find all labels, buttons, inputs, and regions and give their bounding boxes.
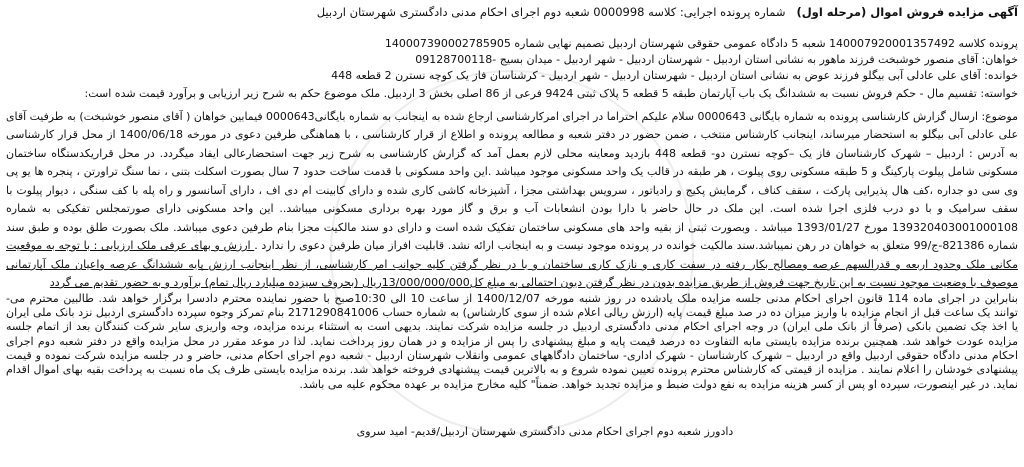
header-line: خواهان: آقای منصور خوشبخت فرزند ماهور به نشانی استان اردبیل - شهرستان اردبیل - شهر اردبیل - میدان بسیج -09128700118 [415,53,1018,66]
report-line: موضوع: ارسال گزارش کارشناسی پرونده به شماره بایگانی 0000643 سلام علیکم احتراما در اجرای امرکارشناسی ارجاع شده به اینجانب به شماره بایگانی0000643 فیمابین خواهان ( آقای منصور خوشبخت) به طرفیت آقای [6,110,1018,123]
header-line: خوانده: آقای علی عادلی آبی بیگلو فرزند عوض به نشانی استان اردبیل - شهرستان اردبیل - شهر اردبیل - کرشناسان فاز یک کوچه نسترن 2 قطعه 448 [331,69,1018,82]
valuation-line: موصوف با وضعیت موجود نسبت به این تاریخ جهت فروش از طریق مزایده بدون در نظر گرفتن دیون احتمالی به مبلغ کل13/000/000/000ریال (بحروف سیزده میلیارد ریال تمام) برآورد و به حضور تقدیم می گردد [49,276,1018,289]
auction-line: بنابراین در اجرای ماده 114 قانون اجرای احکام مدنی جلسه مزایده ملک یادشده در روز شنبه مورخه 1400/12/07 از ساعت 10 الی 10:30صبح با حضور نماینده محترم دادسرا برگزار خواهد شد. طالبین محترم می- [6,292,1018,305]
header-line: پرونده کلاسه 140007920001357492 شعبه 5 دادگاه عمومی حقوقی شهرستان اردبیل تصمیم نهایی شماره 140007390002785905 [384,37,1018,50]
auction-line: پیشنهادی خودشان را اعلام نمایند . مزایده از قیمتی که کارشناس محترم پرونده تعیین نموده شروع و به بالاترین قیمت پیشنهادی فروخته خواهد شد. برنده مزایده بایستی ظرف یک ماه نسبت به پرداخت بقیه بهای اموال اقدام [6,363,1018,376]
auction-line: مزایده عودت خواهد شد. همچنین برنده مزایده بایستی مابه التفاوت ده درصد قیمت پایه و مبلغ پیشنهادی را پس از مزایده و در همان روز پرداخت نماید. لذا در موعد مقرر در محل مزایده واقع در دفتر شعبه دوم اجرای [6,335,1018,348]
report-line [6,239,1018,253]
auction-line: توانند یک ساعت قبل از انجام مزایده با واریز میزان ده در صد مبلغ قیمت پایه (ارزش ریالی اعلام شده از سوی کارشناس) به شماره حساب 2171290841006 بنام تمرکز وجوه سپرده دادگستری اردبیل نزد بانک ملی ایران [6,306,1018,319]
valuation-intro: ارزش و بهای عرفی ملک ارزیابی : با توجه به موقعیت [6,239,255,252]
report-line: 139320403001000108 مورخ 1393/01/27 میباشد . وبصورت ثبتی از بقیه واحد های مسکونی ساختمان تفکیک شده است و دارای دو سند مالکیت مجزا بنام طرفین دعوی میباشد. ملک بصورت طلق بوده و طبق سند [6,221,1019,234]
report-line: علی عادلی آبی بیگلو به استحضار میرساند، اینجانب کارشناس منتخب ، ضمن حضور در دفتر شعبه و مطالعه پرونده و اطلاع از قرار کارشناسی ، با هماهنگی طرفین دعوی در مورخه 1400/06/18 از محل قرار کارشناسی [6,128,1019,141]
file-info: شماره پرونده اجرایی: کلاسه 0000998 شعبه دوم اجرای احکام مدنی دادگستری شهرستان اردبیل [316,5,786,19]
valuation-line: مکانی ملک وحدود اربعه و قدرالسهم عرصه ومصالح بکار رفته در سفت کاری و نازک کاری ساختمان و با در نظر گرفتن کلیه جوانب امر کارشناسی، از نظر اینجانب ارزش پایه ششدانگ عرصه واعیان ملک آپارتمانی [6,258,1018,271]
auction-line: احکام مدنی دادگاه حقوقی اردبیل واقع در اردبیل – شهرک کارشناسان - شهرک اداری- ساختمان دادگاههای عمومی وانقلاب شهرستان اردبیل - شعبه دوم اجرای احکام مدنی، حاضر و در جلسه مزایده شرکت نموده و قیمت [6,349,1018,362]
notice-heading: آگهی مزایده فروش اموال (مرحله اول) [796,5,1018,19]
report-line: مسکونی شامل پیلوت پارکینگ و 5 طبقه مسکونی روی پیلوت ، هر طبقه در قالب یک واحد مسکونی موجود میباشد .این واحد مسکونی با قدمت ساخت حدود 7 سال بصورت اسکلت بتنی ، نما سنگ تراورتن ، پنجره ها یو پی [6,165,1018,178]
auction-line: نماید. در غیر اینصورت، سپرده او پس از کسر هزینه مزایده به نفع دولت ضبط و مزایده تجدید خواهد. ضمناً" کلیه مخارج مزایده بر عهده محکوم علیه می باشد. [299,378,1018,391]
report-text: شماره 821386-ج/99 متعلق به خواهان در رهن نمیباشد.سند مالکیت خوانده در پرونده موجود نیست و به اینجانب ارائه نشد. قابلیت افراز میان طرفین دعوی را ندارد . [254,239,1018,252]
auction-line: یا اخذ چک تضمین بانکی (صرفاً از بانک ملی ایران) در وجه اجرای احکام مدنی دادگستری اردبیل در جلسه مزایده شرکت نمایند. بدیهی است به استثناء برنده مزایده، وجه واریزی سایر شرکت کنندگان بعد از اتمام جلسه [6,320,1018,333]
signature: دادورز شعبه دوم اجرای احکام مدنی دادگستری شهرستان اردبیل/قدیم- امید سروی [356,425,734,438]
report-line: وی سی دو جداره ،کف هال پذیرایی پارکت ، سقف کناف ، گرمایش پکیج و رادیاتور ، سرویس بهداشتی مجزا ، آشپزخانه کاشی کاری شده و دارای کابینت ام دی اف ، دارای آسانسور و راه پله با کف سنگی ، دیوار پیلوت با [6,184,1018,197]
header-line: خواسته: تقسیم مال - حکم فروش نسبت به ششدانگ یک باب آپارتمان طبقه 5 قطعه 5 پلاک ثبتی 9424 فرعی از 86 اصلی بخش 3 اردبیل. ملک موضوع حکم به شرح زیر ارزیابی و برآورد قیمت شده است: [84,87,1018,100]
report-line: به آدرس : اردبیل – شهرک کارشناسان فاز یک –کوچه نسترن دو- قطعه 448 بازدید ومعاینه محلی لازم بعمل آمد که گزارش کارشناسی به شرح زیر جهت استحضارعالی ایفاد میگردد. در محل قراریکدستگاه ساختمان [6,147,1018,160]
notice-title [317,4,1018,20]
report-line: سقف سرامیک و با دو درب فلزی اجرا شده است. این ملک در حال حاضر با دارا بودن انشعابات آب و برق و گاز مورد بهره برداری مسکونی میباشد.. این واحد مسکونی دارای صورتمجلس تفکیکی به شماره [6,202,1018,215]
